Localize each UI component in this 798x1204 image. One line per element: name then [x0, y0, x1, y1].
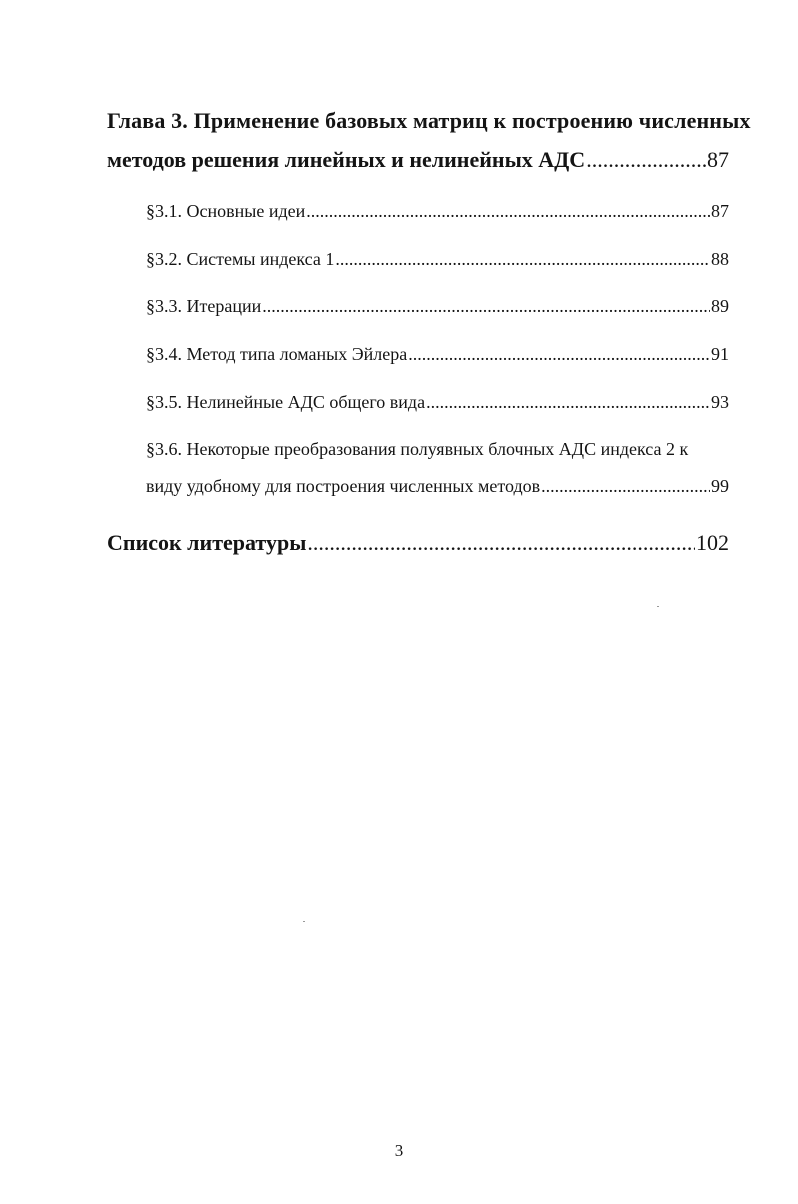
- toc-entry-3-6-line-1[interactable]: [146, 439, 729, 460]
- dot-leader: [262, 296, 710, 317]
- chapter-title-line-2[interactable]: [107, 147, 729, 173]
- toc-entry-3-5[interactable]: [146, 392, 729, 413]
- toc-entry-bibliography[interactable]: [107, 530, 729, 556]
- toc-entry-page: 99: [711, 476, 729, 496]
- toc-entry-3-2[interactable]: [146, 249, 729, 270]
- chapter-page-number: 87: [707, 147, 729, 172]
- toc-entry-3-3[interactable]: [146, 296, 729, 317]
- toc-entry-label: §3.4. Метод типа ломаных Эйлера: [146, 344, 408, 364]
- page-number: 3: [394, 1141, 404, 1160]
- toc-entry-page: 88: [711, 249, 729, 269]
- toc-entry-label: виду удобному для построения численных методов: [146, 476, 541, 496]
- dot-leader: [335, 249, 710, 270]
- toc-entry-label: §3.2. Системы индекса 1: [146, 249, 335, 269]
- chapter-title-text-2: методов решения линейных и нелинейных АДС: [107, 147, 586, 172]
- toc-entry-label: §3.3. Итерации: [146, 296, 262, 316]
- chapter-title-text-1: Глава 3. Применение базовых матриц к построению численных: [107, 108, 751, 133]
- dot-leader: [408, 344, 710, 365]
- dot-leader: [586, 147, 706, 173]
- toc-entry-label: §3.5. Нелинейные АДС общего вида: [146, 392, 426, 412]
- toc-entry-3-4[interactable]: [146, 344, 729, 365]
- toc-entry-label: §3.1. Основные идеи: [146, 201, 306, 221]
- bibliography-label: Список литературы: [107, 530, 307, 555]
- toc-entry-page: 87: [711, 201, 729, 221]
- dot-leader: [426, 392, 710, 413]
- scan-speck: [303, 921, 305, 922]
- dot-leader: [306, 201, 710, 222]
- toc-entry-page: 91: [711, 344, 729, 364]
- chapter-title-line-1: [107, 108, 751, 134]
- scan-speck: [657, 606, 659, 607]
- toc-entry-label: §3.6. Некоторые преобразования полуявных блочных АДС индекса 2 к: [146, 439, 689, 459]
- dot-leader: [541, 476, 710, 497]
- dot-leader: [307, 530, 695, 556]
- toc-entry-page: 93: [711, 392, 729, 412]
- toc-entry-3-1[interactable]: [146, 201, 729, 222]
- toc-entry-page: 89: [711, 296, 729, 316]
- toc-entry-3-6-line-2[interactable]: [146, 476, 729, 497]
- bibliography-page: 102: [696, 530, 729, 555]
